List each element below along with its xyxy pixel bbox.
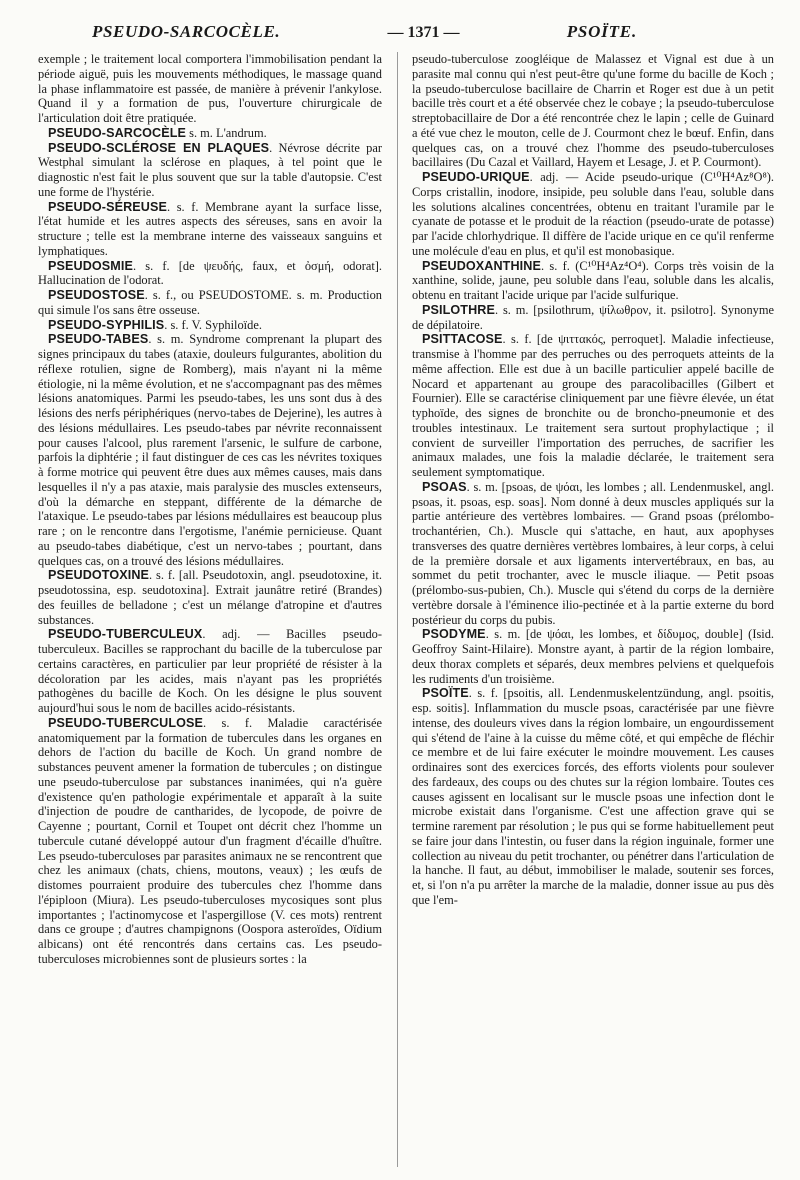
entry-definition: . s. m. [psoas, de ψόαι, les lombes ; all. Lendenmuskel, angl. psoas, it. psoas, esp. soas]. Nom donné à deux muscles appliqués sur la partie antérieure des vertèbres lombaires. — Grand psoas (prélombo-trochantérien, Ch.). Muscle qui s'attache, en haut, aux apophyses transverses des quatre dernières vertèbres lombaires, à leur corps, à celui de la première dorsale et aux ligaments intervertébraux, en bas, au sommet du petit trochanter, avec le muscle iliaque. — Petit psoas (prélombo-sus-pubien, Ch.). Muscle qui s'étend du corps de la dernière vertèbre dorsale à l'éminence ilio-pectinée et à la partie externe du bord postérieur du corps du pubis. <box>412 479 774 627</box>
entry-headword: PSEUDO-TABES <box>48 332 149 347</box>
entry-headword: PSEUDO-TUBERCULEUX <box>48 627 203 642</box>
entry-headword: PSEUDO-URIQUE <box>422 170 530 184</box>
dictionary-entry <box>412 627 774 686</box>
dictionary-entry <box>38 200 382 259</box>
entry-definition: . s. f. [de ψευδής, faux, et ὀσμή, odorat]. Hallucination de l'odorat. <box>38 258 382 288</box>
dictionary-entry <box>38 318 382 333</box>
entry-headword: PSILOTHRE <box>422 302 495 317</box>
dictionary-entry <box>38 627 382 716</box>
entry-headword: PSEUDO-SCLÉROSE EN PLAQUES <box>48 140 270 155</box>
entry-definition: . s. f. V. Syphiloïde. <box>164 317 262 332</box>
entry-definition: . s. f. [all. Pseudotoxin, angl. pseudotoxine, it. pseudotossina, esp. seudotoxina]. Extrait jaunâtre retiré (Brandes) des feuilles de belladone ; c'est un mélange d'atropine et d'autres substances. <box>38 568 382 627</box>
entry-headword: PSEUDOXANTHINE <box>422 258 541 273</box>
dictionary-entry <box>412 170 774 259</box>
entry-definition: . s. m. Syndrome comprenant la plupart des signes principaux du tabes (ataxie, douleurs fulgurantes, abolition du réflexe rotulien, signe de Romberg), mais n'ayant ni la même étiologie, ni la même évolution, et ne s'accompagnant pas des mêmes lésions anatomiques. Parmi les pseudo-tabes, les uns sont dus à des lésions des nerfs périphériques (nervo-tabes de Dejerine), les autres à des lésions médullaires. Les pseudo-tabes par névrite reconnaissent pour causes l'alcool, plus rarement l'arsenic, le sulfure de carbone, parfois la diphtérie ; il faut distinguer de ces cas les névrites toxiques à forme motrice qui peuvent être dues aux mêmes causes, mais dans lesquelles il n'y a pas ataxie, mais paralysie des muscles extenseurs, d'où la démarche en steppant, différente de la démarche de l'ataxique. Le pseudo-tabes par lésions médullaires est beaucoup plus rare ; on le rencontre dans l'ergotisme, l'anémie pernicieuse. Quant au pseudo-tabes diabétique, c'est un nervo-tabes ; pourtant, dans quelques cas, on a trouvé des lésions médullaires. <box>38 332 382 568</box>
dictionary-entry <box>38 716 382 967</box>
dictionary-entry <box>38 126 382 141</box>
entry-headword: PSEUDO-TUBERCULOSE <box>48 715 204 730</box>
entry-definition: . adj. — Acide pseudo-urique (C¹⁰H⁴Az⁸O⁸). Corps cristallin, inodore, insipide, peu soluble dans l'eau, soluble dans les solutions alcalines concentrées, obtenu en traitant l'uramile par le cyanate de potasse et le produit de la réaction (pseudo-urate de potasse) par l'acide chlorhydrique. Il diffère de l'acide urique en ce qu'il renferme une molécule d'eau en plus, et qu'il est monobasique. <box>412 170 774 258</box>
entry-headword: PSEUDO-SARCOCÈLE <box>48 125 187 140</box>
dictionary-entry <box>38 141 382 200</box>
running-header <box>92 22 637 48</box>
header-right-guideword: PSOÏTE. <box>566 22 637 41</box>
dictionary-entry <box>38 568 382 627</box>
dictionary-entry <box>38 288 382 318</box>
entry-headword: PSEUDOTOXINE <box>48 568 150 583</box>
page-number: — 1371 — <box>387 24 460 41</box>
continued-text <box>412 52 774 170</box>
entry-definition: . s. m. [de ψόαι, les lombes, et δίδυμος, double] (Isid. Geoffroy Saint-Hilaire). Monstre ayant, à partir de la région lombaire, deux thorax complets et séparés, deux membres pelviens et quelquefois les rudiments d'un troisième. <box>412 627 774 686</box>
entry-headword: PSOÏTE <box>422 686 469 701</box>
entry-definition: s. m. L'andrum. <box>186 125 267 140</box>
entry-headword: PSEUDOSMIE <box>48 258 133 273</box>
entry-definition: . s. f. Maladie caractérisée anatomiquement par la formation de tubercules dans les organes en dehors de l'action du bacille de Koch. Un grand nombre de substances peuvent amener la formation de tubercules ; on distingue une pseudo-tuberculose par substances inanimées, qui n'a guère d'existence qu'en pathologie expérimentale et apparaît à la suite d'injection de poudre de cantharides, de lycopode, de poivre de Cayenne ; pourtant, Cornil et Toupet ont décrit chez l'homme un tubercule cutané développé autour d'un fragment d'écaille d'huître. Les pseudo-tuberculoses par parasites animaux ne se rencontrent que chez les animaux (chats, chiens, moutons, veaux) ; les œufs de distomes pourraient produire des tubercules chez l'homme dans l'épiploon (Miura). Les pseudo-tuberculoses mycosiques sont plus importantes ; l'actinomycose et l'aspergillose (V. ces mots) rentrent dans ce groupe ; d'autres champignons (Oospora asteroïdes, Oïdium albicans) ont été rencontrés dans certains cas. Les pseudo-tuberculoses microbiennes sont de plusieurs sortes : la <box>38 715 382 966</box>
entry-headword: PSITTACOSE <box>422 332 503 347</box>
entry-definition: exemple ; le traitement local comportera l'immobilisation pendant la période aiguë, puis les mouvements méthodiques, le massage quand la phase inflammatoire est passée, de manière à prévenir l'ankylose. Quand il y a formation de pus, l'ouverture chirurgicale de l'articulation doit être pratiquée. <box>38 52 382 125</box>
left-column <box>38 52 382 967</box>
entry-headword: PSODYME <box>422 627 486 642</box>
entry-definition: . s. m. [psilothrum, ψίλωθρον, it. psilotro]. Synonyme de dépilatoire. <box>412 302 774 332</box>
entry-definition: . s. f. Membrane ayant la surface lisse, l'état humide et les autres aspects des séreuses, sans en avoir la structure ; telle est la membrane interne des vaisseaux sanguins et lymphatiques. <box>38 199 382 258</box>
dictionary-entry <box>412 303 774 333</box>
entry-definition: pseudo-tuberculose zoogléique de Malassez et Vignal est due à un parasite mal connu qui n'est peut-être qu'une forme du bacille de Koch ; la pseudo-tuberculose bacillaire de Charrin et Roger est due à un petit bacille très court et a été observée chez le cobaye ; la pseudo-tuberculose streptobacillaire de Dor a été rencontrée chez le lapin ; celle de Guinard a été vue chez le mouton, celle de J. Courmont chez le bœuf. Enfin, dans quelques cas, on a trouvé chez l'homme des pseudo-tuberculoses bacillaires (Du Cazal et Vaillard, Hayem et Lesage, J. et P. Courmont). <box>412 52 774 170</box>
dictionary-entry <box>412 686 774 907</box>
entry-definition: . adj. — Bacilles pseudo-tuberculeux. Bacilles se rapprochant du bacille de la tuberculose par certains caractères, en particulier par leur propriété de résister à la décoloration par les acides, mais n'ayant pas les propriétés pathogènes du bacille de Koch. On les désigne le plus souvent aujourd'hui sous le nom de bacilles acido-résistants. <box>38 627 382 715</box>
entry-definition: . s. f. [psoitis, all. Lendenmuskelentzündung, angl. psoitis, esp. soitis]. Inflammation du muscle psoas, caractérisée par une fièvre intense, des douleurs vives dans la région lombaire, un engourdissement qui s'étend de l'aine à la cuisse du même côté, et qui empêche de fléchir ce membre et de lui faire exécuter le moindre mouvement. Les causes ordinaires sont des exercices forcés, des efforts violents pour soulever des fardeaux, des coups ou des chutes sur la région lombaire. Toutes ces causes agissent en localisant sur le muscle psoas une infection dont le microbe existait dans l'organisme. C'est une affection grave qui se termine rarement par résolution ; le pus qui se forme habituellement peut se faire jour dans l'intestin, ou fuser dans la région inguinale, former une collection au niveau du petit trochanter, ou pénétrer dans l'articulation de la hanche. Il faut, au début, immobiliser le malade, soutenir ses forces, et, si l'on n'a pu arrêter la marche de la maladie, donner issue au pus dès que l'em- <box>412 686 774 907</box>
header-left-guideword: PSEUDO-SARCOCÈLE. <box>92 22 281 41</box>
entry-definition: . Névrose décrite par Westphal simulant la sclérose en plaques, à tel point que le diagnostic n'est fait le plus souvent que sur la table d'autopsie. C'est une forme de l'hystérie. <box>38 140 382 199</box>
entry-definition: . s. f. (C¹⁰H⁴Az⁴O⁴). Corps très voisin de la xanthine, solide, jaune, peu soluble dans l'eau, soluble dans les alcalis, obtenu en traitant l'acide urique par l'acide sulfurique. <box>412 258 774 302</box>
entry-headword: PSEUDO-SYPHILIS <box>48 317 165 332</box>
column-divider <box>397 52 398 1167</box>
dictionary-entry <box>412 259 774 303</box>
right-column <box>412 52 774 908</box>
continued-text <box>38 52 382 126</box>
entry-definition: . s. f., ou PSEUDOSTOME. s. m. Production qui simule l'os sans être osseuse. <box>38 288 382 317</box>
entry-headword: PSOAS <box>422 479 467 494</box>
dictionary-entry <box>38 259 382 289</box>
entry-headword: PSEUDO-SÉREUSE <box>48 199 167 214</box>
dictionary-entry <box>38 332 382 568</box>
entry-definition: . s. f. [de ψιττακός, perroquet]. Maladie infectieuse, transmise à l'homme par des perruches ou des perroquets atteints de la même affection. Elle est due à un bacille particulier appelé bacille de Nocard et appartenant au groupe des paracolibacilles (Gilbert et Fournier). Elle se caractérise cliniquement par une fièvre élevée, un état typhoïde, des signes de bronchite ou de broncho-pneumonie et des troubles intestinaux. Le traitement sera surtout prophylactique ; il convient de surveiller l'importation des perruches, de sacrifier les animaux malades, une fois la maladie déclarée, le traitement sera seulement symptomatique. <box>412 332 774 479</box>
dictionary-entry <box>412 332 774 480</box>
dictionary-entry <box>412 480 774 628</box>
entry-headword: PSEUDOSTOSE <box>48 288 145 302</box>
